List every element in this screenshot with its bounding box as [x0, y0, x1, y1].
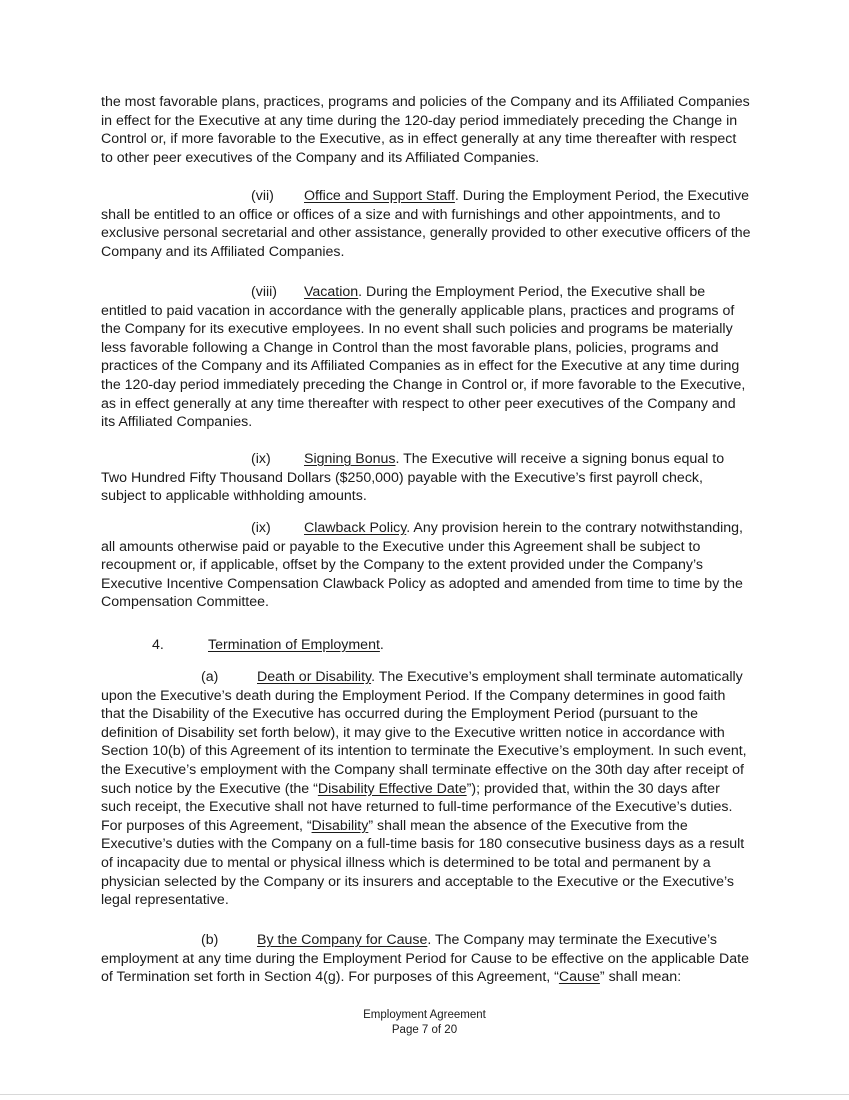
section-viii-number: (viii) — [251, 284, 277, 300]
section-a-paragraph — [101, 668, 751, 910]
section-clawback-heading: Clawback Policy — [304, 520, 407, 536]
section-a-text-1: . The Executive’s employment shall terminate automatically upon the Executive’s death during the Employment Period. If the Company determines in good faith that the Disability of the Executive has occurred during the Employment Period (pursuant to the definition of Disability set forth below), it may give to the Executive written notice in accordance with Section 10(b) of this Agreement of its intention to terminate the Executive’s employment. In such event, the Executive’s employment with the Company shall terminate effective on the 30th day after receipt of such notice by the Executive (the “ — [101, 669, 747, 797]
section-b-text-1: . The Company may terminate the Executive’s employment at any time during the Employment Period for Cause to be effective on the applicable Date of Termination set forth in Section 4(g). For purposes of this Agreement, “ — [101, 932, 749, 986]
section-a-text-3: ” shall mean the absence of the Executive from the Executive’s duties with the Company on a full-time basis for 180 consecutive business days as a result of incapacity due to mental or physical illness which is determined to be total and permanent by a physician selected by the Company or its insurers and acceptable to the Executive or the Executive’s legal representative. — [101, 817, 745, 909]
section-4-number: 4. — [152, 637, 164, 653]
section-4-period: . — [379, 637, 384, 653]
section-b-paragraph — [101, 931, 751, 987]
section-4-title: Termination of Employment — [208, 637, 380, 653]
section-b-heading: By the Company for Cause — [257, 932, 428, 948]
section-b-text-2: ” shall mean: — [599, 969, 682, 986]
footer-title: Employment Agreement — [363, 1009, 486, 1021]
section-ix-heading: Signing Bonus — [304, 451, 396, 467]
section-vii-number: (vii) — [251, 188, 274, 204]
section-vii-text: . During the Employment Period, the Executive shall be entitled to an office or offices of a size and with furnishings and other appointments, and to exclusive personal secretarial and other assistance, generally provided to other executive officers of the Company and its Affiliated Companies. — [101, 188, 751, 260]
section-clawback-paragraph — [101, 519, 751, 612]
section-clawback-number: (ix) — [251, 520, 271, 536]
section-ix-text: . The Executive will receive a signing bonus equal to Two Hundred Fifty Thousand Dollars ($250,000) payable with the Executive’s first payroll check, subject to applicable withholding amounts. — [101, 451, 725, 505]
defined-term-cause: Cause — [558, 969, 600, 986]
section-4-heading — [152, 636, 384, 655]
defined-term-disability: Disability — [311, 817, 369, 834]
section-viii-text: . During the Employment Period, the Executive shall be entitled to paid vacation in accordance with the generally applicable plans, practices and programs of the Company for its executive employees. In no event shall such policies and programs be materially less favorable following a Change in Control than the most favorable plans, policies, programs and practices of the Company and its Affiliated Companies as in effect for the Executive at any time during the 120-day period immediately preceding the Change in Control or, if more favorable to the Executive, as in effect generally at any time thereafter with respect to other peer executives of the Company and its Affiliated Companies. — [101, 284, 746, 431]
section-b-number: (b) — [201, 932, 219, 948]
section-vii-heading: Office and Support Staff — [304, 188, 455, 204]
section-vii-paragraph — [101, 187, 751, 261]
section-a-number: (a) — [201, 669, 219, 685]
bottom-edge-line — [0, 1094, 849, 1095]
defined-term-disability-effective-date: Disability Effective Date — [317, 780, 467, 797]
section-clawback-text: . Any provision herein to the contrary notwithstanding, all amounts otherwise paid or payable to the Executive under this Agreement shall be subject to recoupment or, if applicable, offset by the Company to the extent provided under the Company’s Executive Incentive Compensation Clawback Policy as adopted and amended from time to time by the Compensation Committee. — [101, 520, 744, 611]
section-viii-heading: Vacation — [304, 284, 359, 300]
section-a-heading: Death or Disability — [257, 669, 372, 685]
section-ix-number: (ix) — [251, 451, 271, 467]
intro-paragraph — [101, 93, 751, 167]
section-a-text-2: ”); provided that, within the 30 days after such receipt, the Executive shall not have returned to full-time performance of the Executive’s duties. For purposes of this Agreement, “ — [101, 780, 733, 834]
page-number: Page 7 of 20 — [391, 1024, 458, 1036]
section-viii-paragraph — [101, 283, 751, 432]
section-ix-paragraph — [101, 450, 751, 506]
intro-text: the most favorable plans, practices, programs and policies of the Company and its Affiliated Companies in effect for the Executive at any time during the 120-day period immediately preceding the Change in Control or, if more favorable to the Executive, as in effect generally at any time thereafter with respect to other peer executives of the Company and its Affiliated Companies. — [101, 94, 750, 166]
